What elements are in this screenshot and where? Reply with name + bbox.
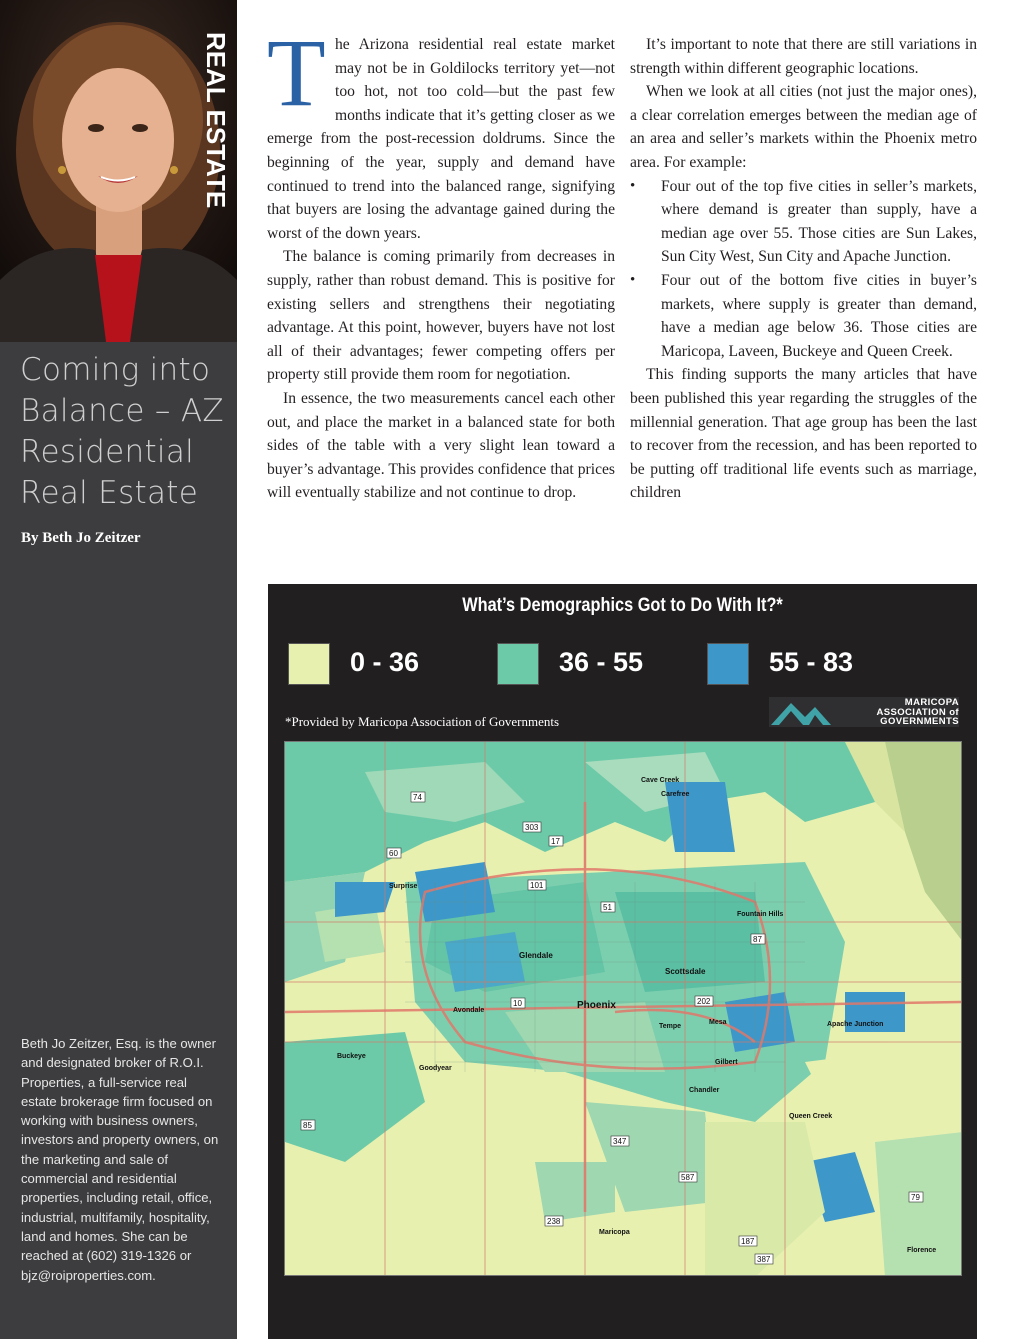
map-title: What’s Demographics Got to Do With It?* <box>462 595 783 616</box>
city-label: Tempe <box>659 1023 682 1030</box>
city-label: Surprise <box>389 883 418 890</box>
paragraph-1 <box>267 19 615 245</box>
highway-label: 187 <box>741 1237 755 1246</box>
highway-label: 10 <box>513 999 522 1008</box>
highway-label: 238 <box>547 1217 561 1226</box>
article-column-1 <box>267 19 615 505</box>
highway-label: 101 <box>530 881 544 890</box>
city-label: Scottsdale <box>665 967 706 976</box>
city-label: Fountain Hills <box>737 911 784 918</box>
legend-label: 0 - 36 <box>350 647 420 677</box>
bullet-list <box>630 175 977 364</box>
highway-label: 85 <box>303 1121 312 1130</box>
map-svg <box>285 742 962 1276</box>
highway-label: 347 <box>613 1137 627 1146</box>
author-bio: Beth Jo Zeitzer, Esq. is the owner and designated broker of R.O.I. Properties, a full-service real estate brokerage firm focused on working with business owners, investors and property owners, on the marketing and sale of commercial and residential properties, including retail, office, industrial, multifamily, hospitality, land and homes. She can be reached at (602) 319-1326 or bjz@roiproperties.com. <box>21 1036 219 1283</box>
city-label: Cave Creek <box>641 777 680 784</box>
article-column-2 <box>630 33 977 505</box>
city-label: Glendale <box>519 951 553 960</box>
legend-label: 55 - 83 <box>769 647 854 677</box>
byline: By Beth Jo Zeitzer <box>21 530 141 546</box>
city-label: Apache Junction <box>827 1021 884 1028</box>
paragraph-4: It’s important to note that there are still variations in strength within different geographic locations. <box>630 36 977 77</box>
city-label: Mesa <box>709 1019 727 1026</box>
bullet-item: • Four out of the top five cities in seller’s markets, where demand is greater than supply, have a median age over 55. Those cities are Sun Lakes, Sun City West, Sun City and Apache Junction. <box>630 175 977 269</box>
highway-label: 60 <box>389 849 398 858</box>
highway-label: 303 <box>525 823 539 832</box>
city-label: Phoenix <box>577 1000 616 1011</box>
city-label: Buckeye <box>337 1053 366 1060</box>
city-label: Carefree <box>661 791 690 798</box>
legend-label: 36 - 55 <box>559 647 644 677</box>
city-label: Queen Creek <box>789 1113 833 1120</box>
city-label: Gilbert <box>715 1059 738 1066</box>
choropleth-map <box>284 741 962 1276</box>
sidebar <box>0 0 237 1339</box>
highway-label: 202 <box>697 997 711 1006</box>
legend-swatch <box>288 643 330 685</box>
map-credit: *Provided by Maricopa Association of Governments <box>285 714 560 729</box>
paragraph-6: This finding supports the many articles that have been published this year regarding the struggles of the millennial generation. That age group has been the last to recover from the recession, and has been reported to be putting off traditional life events such as marriage, children <box>630 366 977 502</box>
legend-swatch <box>707 643 749 685</box>
city-label: Florence <box>907 1247 937 1254</box>
city-label: Goodyear <box>419 1065 452 1072</box>
legend-swatch <box>497 643 539 685</box>
mag-logo <box>769 697 959 727</box>
logo-text: MARICOPA ASSOCIATION of GOVERNMENTS <box>876 697 959 727</box>
highway-label: 87 <box>753 935 762 944</box>
paragraph-5: When we look at all cities (not just the major ones), a clear correlation emerges between the median age of an area and seller’s markets within the Phoenix metro area. For example: <box>630 83 977 171</box>
paragraph-2: The balance is coming primarily from decreases in supply, rather than robust demand. This is positive for existing sellers and strengthens their negotiating advantage. At this point, however, buyers have not lost all of their advantages; fewer competing offers per property still provide them room for negotiation. <box>267 248 615 384</box>
section-tag: REAL ESTATE <box>201 32 231 209</box>
drop-cap: T <box>267 19 326 126</box>
highway-label: 387 <box>757 1255 771 1264</box>
paragraph-1-text: he Arizona residential real estate market may not be in Goldilocks territory yet—not too hot, not too cold—but the past few months indicate that it’s getting closer as we emerge from the post-recession doldrums. Since the beginning of the year, supply and demand have continued to trend into the balanced range, signifying that buyers are losing the advantage gained during the worst of the down years. <box>267 36 615 242</box>
city-label: Chandler <box>689 1087 720 1094</box>
highway-label: 587 <box>681 1173 695 1182</box>
highway-label: 74 <box>413 793 422 802</box>
article-title: Coming into Balance – AZ Residential Real Estate <box>20 352 224 511</box>
city-label: Maricopa <box>599 1229 630 1236</box>
highway-label: 51 <box>603 903 612 912</box>
city-label: Avondale <box>453 1007 485 1014</box>
highway-label: 79 <box>911 1193 920 1202</box>
bullet-item: • Four out of the bottom five cities in buyer’s markets, where supply is greater than demand, have a median age below 36. Those cities are Maricopa, Laveen, Buckeye and Queen Creek. <box>630 269 977 363</box>
highway-label: 17 <box>551 837 560 846</box>
paragraph-3: In essence, the two measurements cancel each other out, and place the market in a balanced state for both sides of the table with a very slight lean toward a buyer’s advantage. This provides confidence that prices will eventually stabilize and not continue to drop. <box>267 389 615 502</box>
map-panel <box>268 584 977 1339</box>
